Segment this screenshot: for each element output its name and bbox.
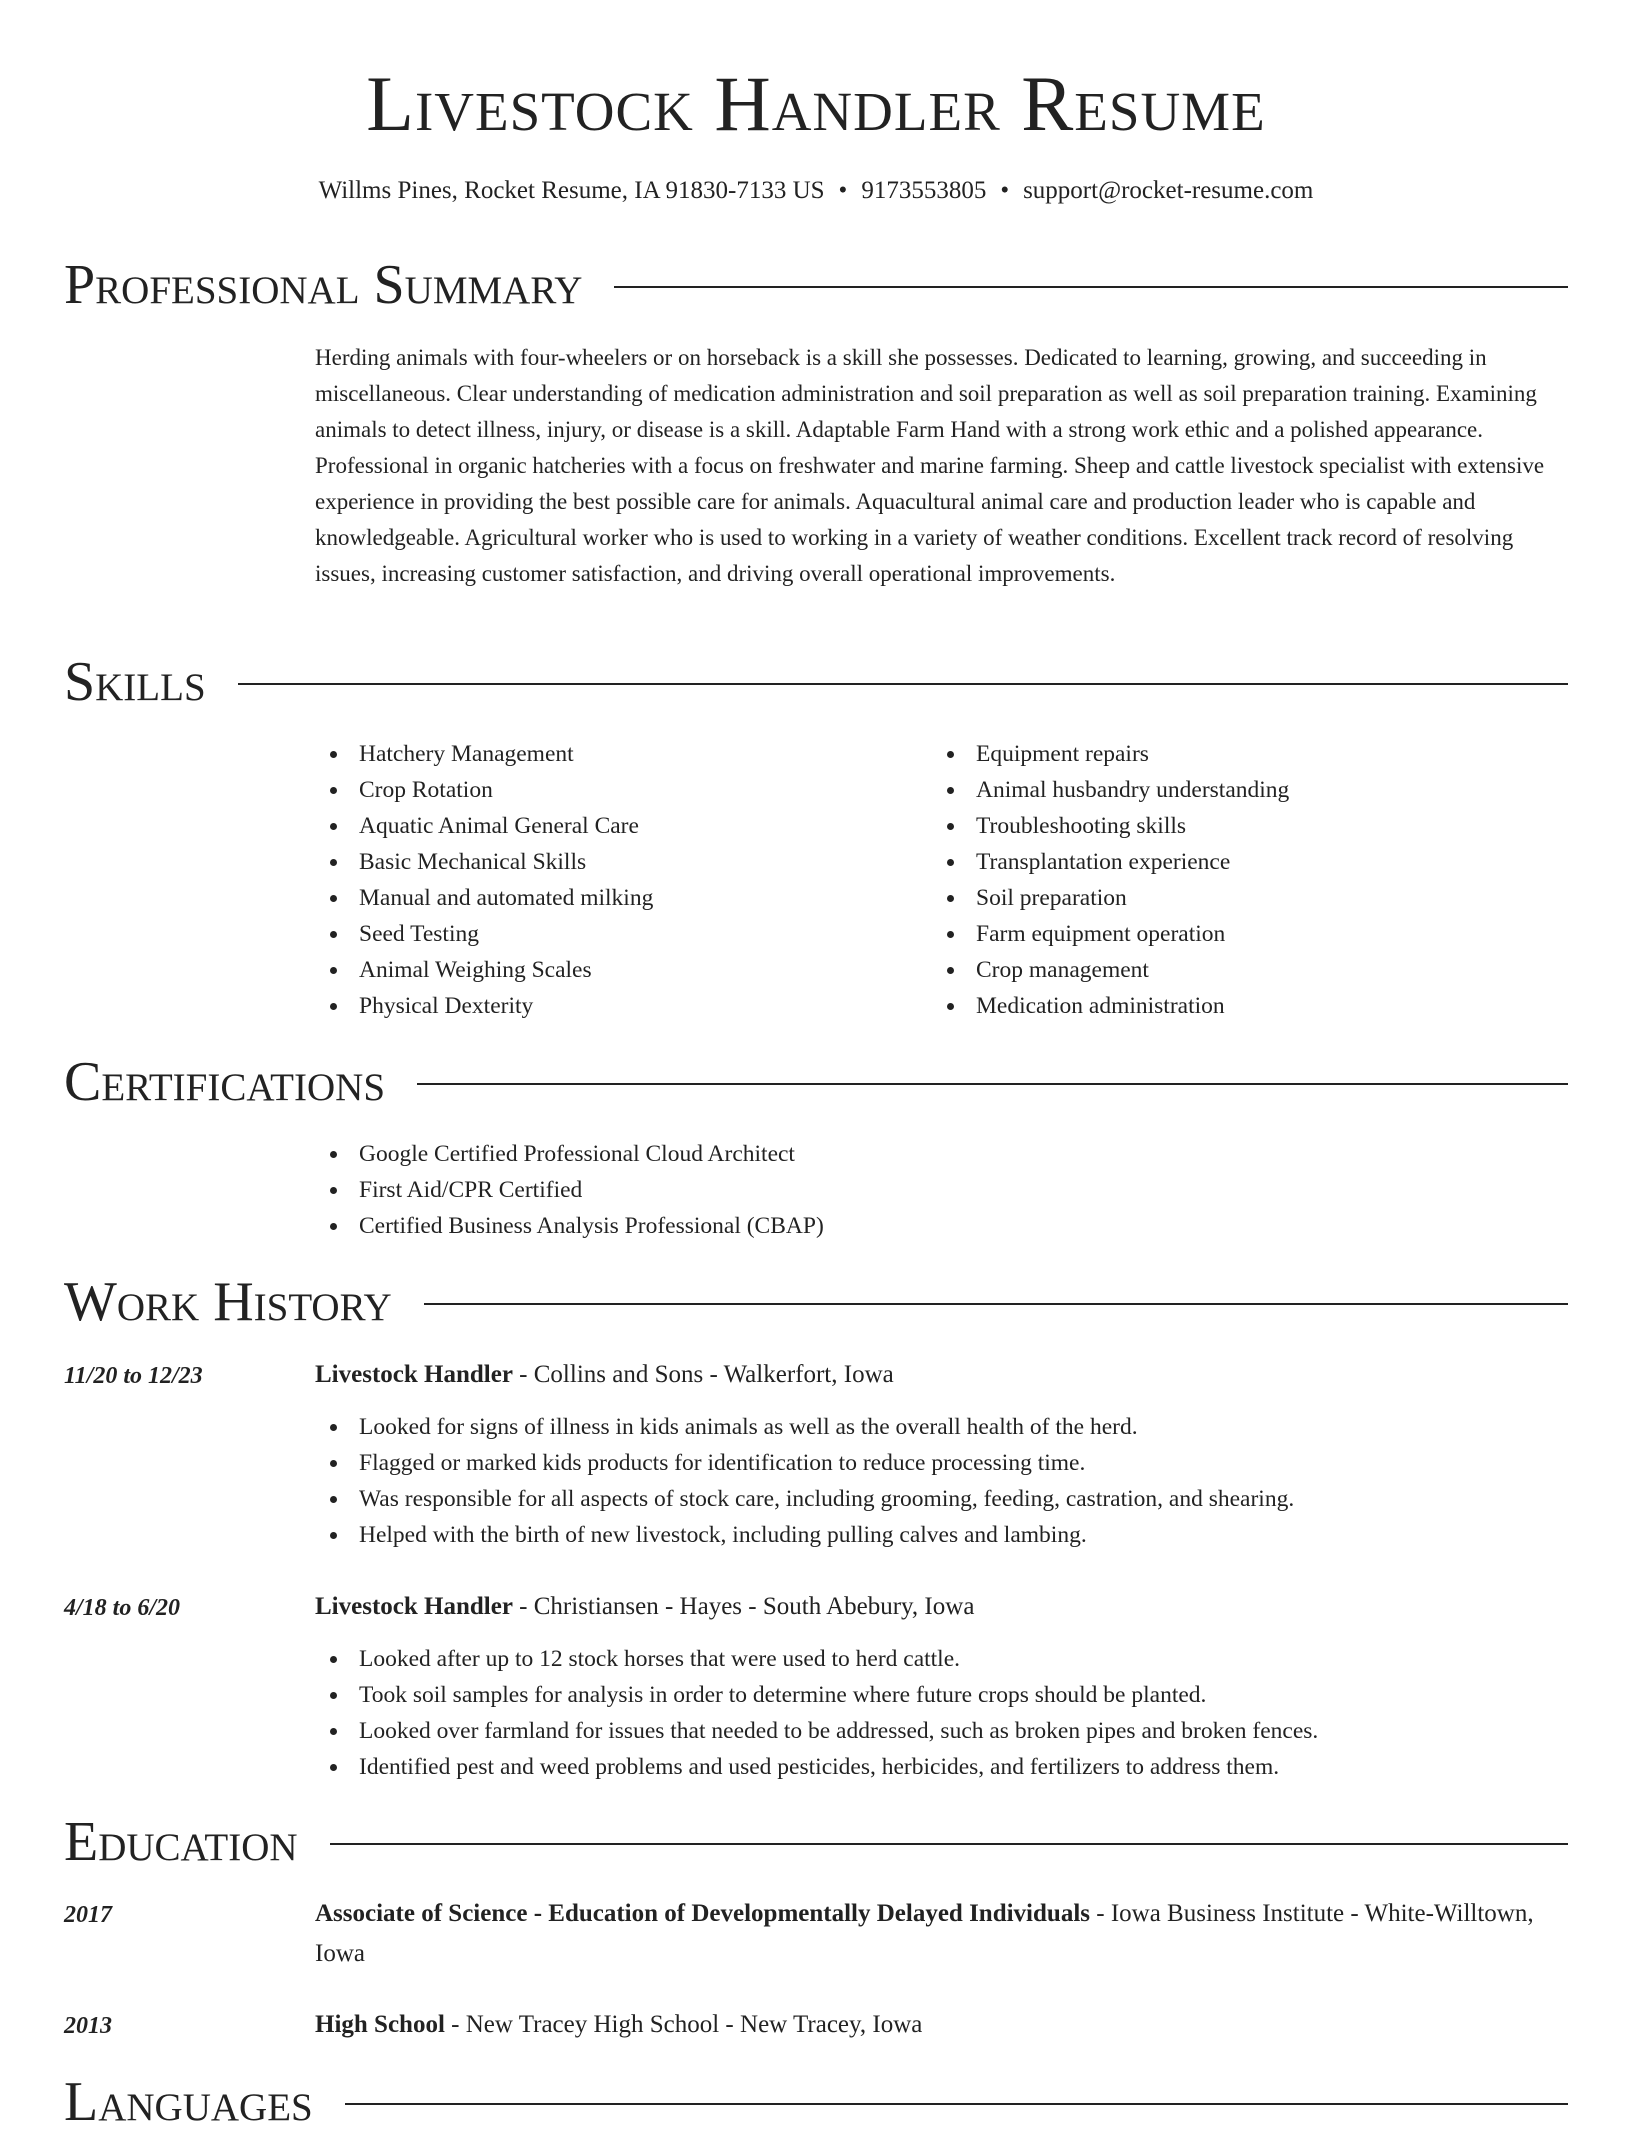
skill-item: Troubleshooting skills [932,808,1289,844]
job-heading [315,1587,1570,1627]
skill-item: Farm equipment operation [932,916,1289,952]
certifications-section-header [64,1050,1568,1114]
job-dates: 4/18 to 6/20 [64,1595,181,1621]
contact-separator: • [1000,177,1010,204]
skill-item: Animal husbandry understanding [932,772,1289,808]
education-entry [315,2005,1570,2045]
skill-item: Transplantation experience [932,844,1289,880]
section-divider [614,286,1568,288]
work-section-header [64,1270,1568,1334]
job-heading [315,1355,1570,1395]
skill-item: Basic Mechanical Skills [315,844,653,880]
resume-title: Livestock Handler Resume [366,60,1266,147]
education-details: - Iowa Business Institute - White-Willtown, Iowa [315,1900,1534,1967]
skills-list-left [315,736,653,1024]
certifications-list [315,1136,824,1244]
job-title: Livestock Handler [315,1361,513,1388]
job-bullet: Helped with the birth of new livestock, including pulling calves and lambing. [315,1517,1294,1553]
certification-item: First Aid/CPR Certified [315,1172,824,1208]
skill-item: Physical Dexterity [315,988,653,1024]
job-details: - Collins and Sons - Walkerfort, Iowa [512,1361,894,1388]
job-bullet: Flagged or marked kids products for identification to reduce processing time. [315,1445,1294,1481]
job-bullet: Took soil samples for analysis in order to determine where future crops should be planted. [315,1677,1318,1713]
contact-email: support@rocket-resume.com [1023,177,1314,204]
job-bullet: Identified pest and weed problems and used pesticides, herbicides, and fertilizers to address them. [315,1749,1318,1785]
skills-section-header [64,650,1568,714]
skill-item: Crop management [932,952,1289,988]
skill-item: Animal Weighing Scales [315,952,653,988]
section-title: Professional Summary [64,254,583,316]
section-title: Languages [64,2071,313,2133]
degree-title: Associate of Science - Education of Developmentally Delayed Individuals [315,1900,1090,1927]
contact-address: Willms Pines, Rocket Resume, IA 91830-7133 US [318,177,825,204]
certification-item: Certified Business Analysis Professional (CBAP) [315,1208,824,1244]
section-divider [330,1843,1568,1845]
skill-item: Equipment repairs [932,736,1289,772]
job-title: Livestock Handler [315,1593,513,1620]
degree-title: High School [315,2011,445,2038]
skill-item: Soil preparation [932,880,1289,916]
section-title: Certifications [64,1051,386,1113]
job-bullet: Looked for signs of illness in kids animals as well as the overall health of the herd. [315,1409,1294,1445]
section-title: Skills [64,651,206,713]
job-bullets [315,1409,1294,1553]
education-year: 2017 [64,1902,112,1928]
skill-item: Medication administration [932,988,1289,1024]
education-details: - New Tracey High School - New Tracey, Iowa [444,2011,923,2038]
job-bullets [315,1641,1318,1785]
summary-section-header [64,253,1568,317]
skills-list-right [932,736,1289,1024]
contact-line [0,176,1632,206]
education-entry [315,1894,1570,1974]
skill-item: Manual and automated milking [315,880,653,916]
contact-phone: 9173553805 [861,177,987,204]
section-divider [424,1303,1568,1305]
section-title: Work History [64,1271,392,1333]
skill-item: Aquatic Animal General Care [315,808,653,844]
skill-item: Seed Testing [315,916,653,952]
skill-item: Hatchery Management [315,736,653,772]
section-divider [238,683,1568,685]
section-divider [345,2103,1568,2105]
section-divider [417,1083,1568,1085]
certification-item: Google Certified Professional Cloud Architect [315,1136,824,1172]
job-dates: 11/20 to 12/23 [64,1363,203,1389]
languages-section-header [64,2070,1568,2134]
section-title: Education [64,1811,298,1873]
job-details: - Christiansen - Hayes - South Abebury, Iowa [512,1593,975,1620]
summary-text: Herding animals with four-wheelers or on horseback is a skill she possesses. Dedicated to learning, growing, and succeeding in miscellaneous. Clear understanding of medication administration and soil preparation as well as soil preparation training. Examining animals to detect illness, injury, or disease is a skill. Adaptable Farm Hand with a strong work ethic and a polished appearance. Professional in organic hatcheries with a focus on freshwater and marine farming. Sheep and cattle livestock specialist with extensive experience in providing the best possible care for animals. Aquacultural animal care and production leader who is capable and knowledgeable. Agricultural worker who is used to working in a variety of weather conditions. Excellent track record of resolving issues, increasing customer satisfaction, and driving overall operational improvements. [315,345,1545,586]
education-year: 2013 [64,2013,112,2039]
job-bullet: Looked after up to 12 stock horses that were used to herd cattle. [315,1641,1318,1677]
job-bullet: Was responsible for all aspects of stock care, including grooming, feeding, castration, and shearing. [315,1481,1294,1517]
job-bullet: Looked over farmland for issues that needed to be addressed, such as broken pipes and broken fences. [315,1713,1318,1749]
contact-separator: • [838,177,848,204]
education-section-header [64,1810,1568,1874]
skill-item: Crop Rotation [315,772,653,808]
